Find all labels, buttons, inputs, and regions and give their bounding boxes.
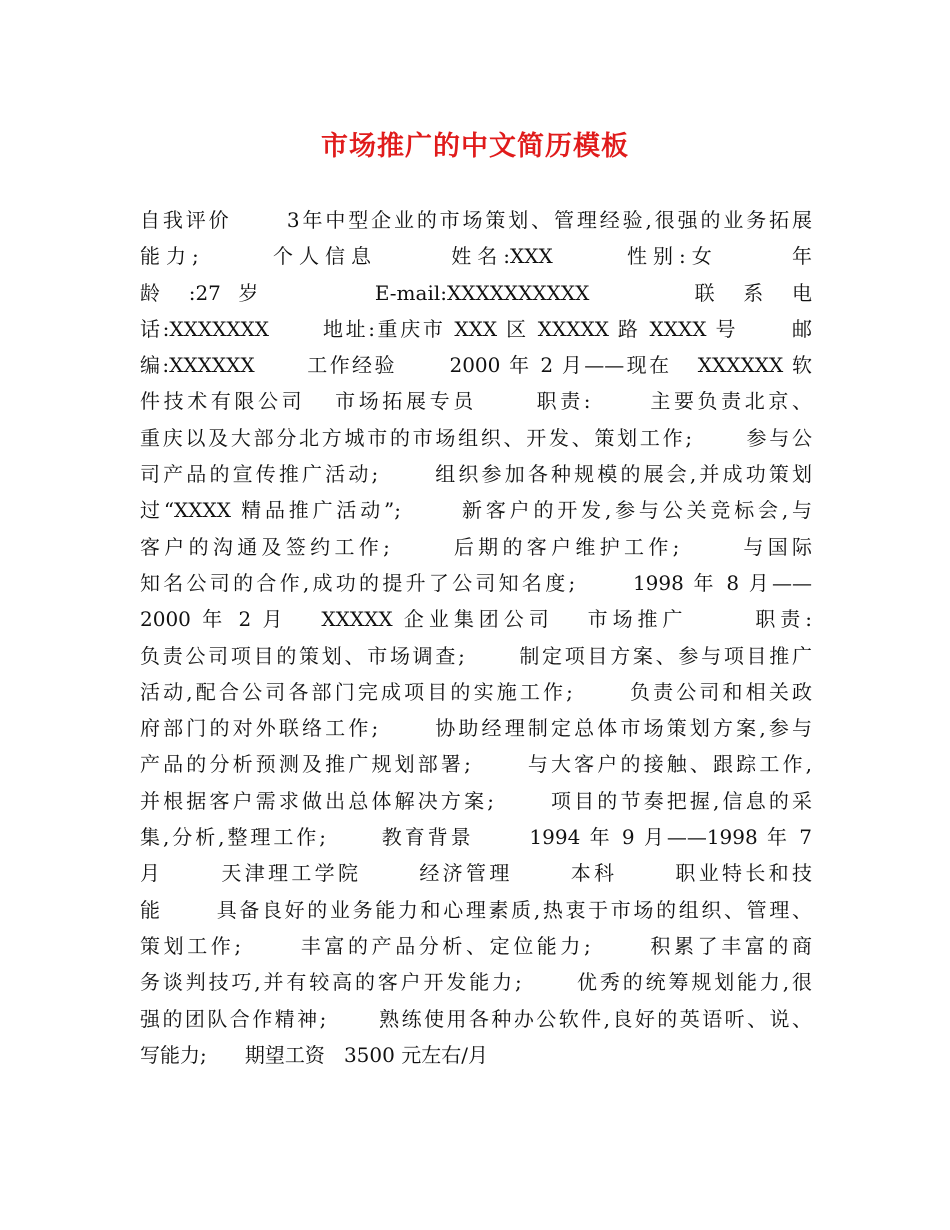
text-line: 活动,配合公司各部门完成项目的实施工作; 负责公司和相关政 <box>140 679 812 704</box>
text-line: 写能力; 期望工资 3500 元左右/月 <box>140 1042 488 1067</box>
text-line: 强的团队合作精神; 熟练使用各种办公软件,良好的英语听、说、 <box>140 1006 812 1031</box>
text-line: 件技术有限公司 市场拓展专员 职责: 主要负责北京、 <box>140 389 812 414</box>
text-line: 客户的沟通及签约工作; 后期的客户维护工作; 与国际 <box>140 534 812 559</box>
text-line: 产品的分析预测及推广规划部署; 与大客户的接触、跟踪工作, <box>140 752 812 777</box>
text-line: 务谈判技巧,并有较高的客户开发能力; 优秀的统筹规划能力,很 <box>140 970 812 995</box>
text-line: 编:XXXXXX 工作经验 2000 年 2 月——现在 XXXXXX 软 <box>140 353 812 378</box>
text-line: 司产品的宣传推广活动; 组织参加各种规模的展会,并成功策划 <box>140 462 812 487</box>
text-line: 月 天津理工学院 经济管理 本科 职业特长和技 <box>140 861 812 886</box>
text-line: 并根据客户需求做出总体解决方案; 项目的节奏把握,信息的采 <box>140 788 812 813</box>
text-line: 负责公司项目的策划、市场调查; 制定项目方案、参与项目推广 <box>140 643 812 668</box>
text-line: 2000 年 2 月 XXXXX 企业集团公司 市场推广 职责: <box>140 607 812 632</box>
text-line: 府部门的对外联络工作; 协助经理制定总体市场策划方案,参与 <box>140 716 812 741</box>
document-body <box>140 202 812 1073</box>
text-line: 能 具备良好的业务能力和心理素质,热衷于市场的组织、管理、 <box>140 897 812 922</box>
text-line: 话:XXXXXXX 地址:重庆市 XXX 区 XXXXX 路 XXXX 号 邮 <box>140 316 812 341</box>
text-line: 能力; 个人信息 姓名:XXX 性别:女 年 <box>140 244 812 269</box>
text-line: 知名公司的合作,成功的提升了公司知名度; 1998 年 8 月—— <box>140 570 812 595</box>
text-line: 集,分析,整理工作; 教育背景 1994 年 9 月——1998 年 7 <box>140 825 812 850</box>
text-line: 重庆以及大部分北方城市的市场组织、开发、策划工作; 参与公 <box>140 425 812 450</box>
document-title: 市场推广的中文简历模板 <box>321 131 629 162</box>
text-line: 自我评价 3年中型企业的市场策划、管理经验,很强的业务拓展 <box>140 208 812 232</box>
text-line: 策划工作; 丰富的产品分析、定位能力; 积累了丰富的商 <box>140 933 812 958</box>
text-line: 龄 :27 岁 E-mail:XXXXXXXXXX 联 系 电 <box>140 280 812 305</box>
text-line: 过“XXXX 精品推广活动”; 新客户的开发,参与公关竞标会,与 <box>140 498 812 523</box>
